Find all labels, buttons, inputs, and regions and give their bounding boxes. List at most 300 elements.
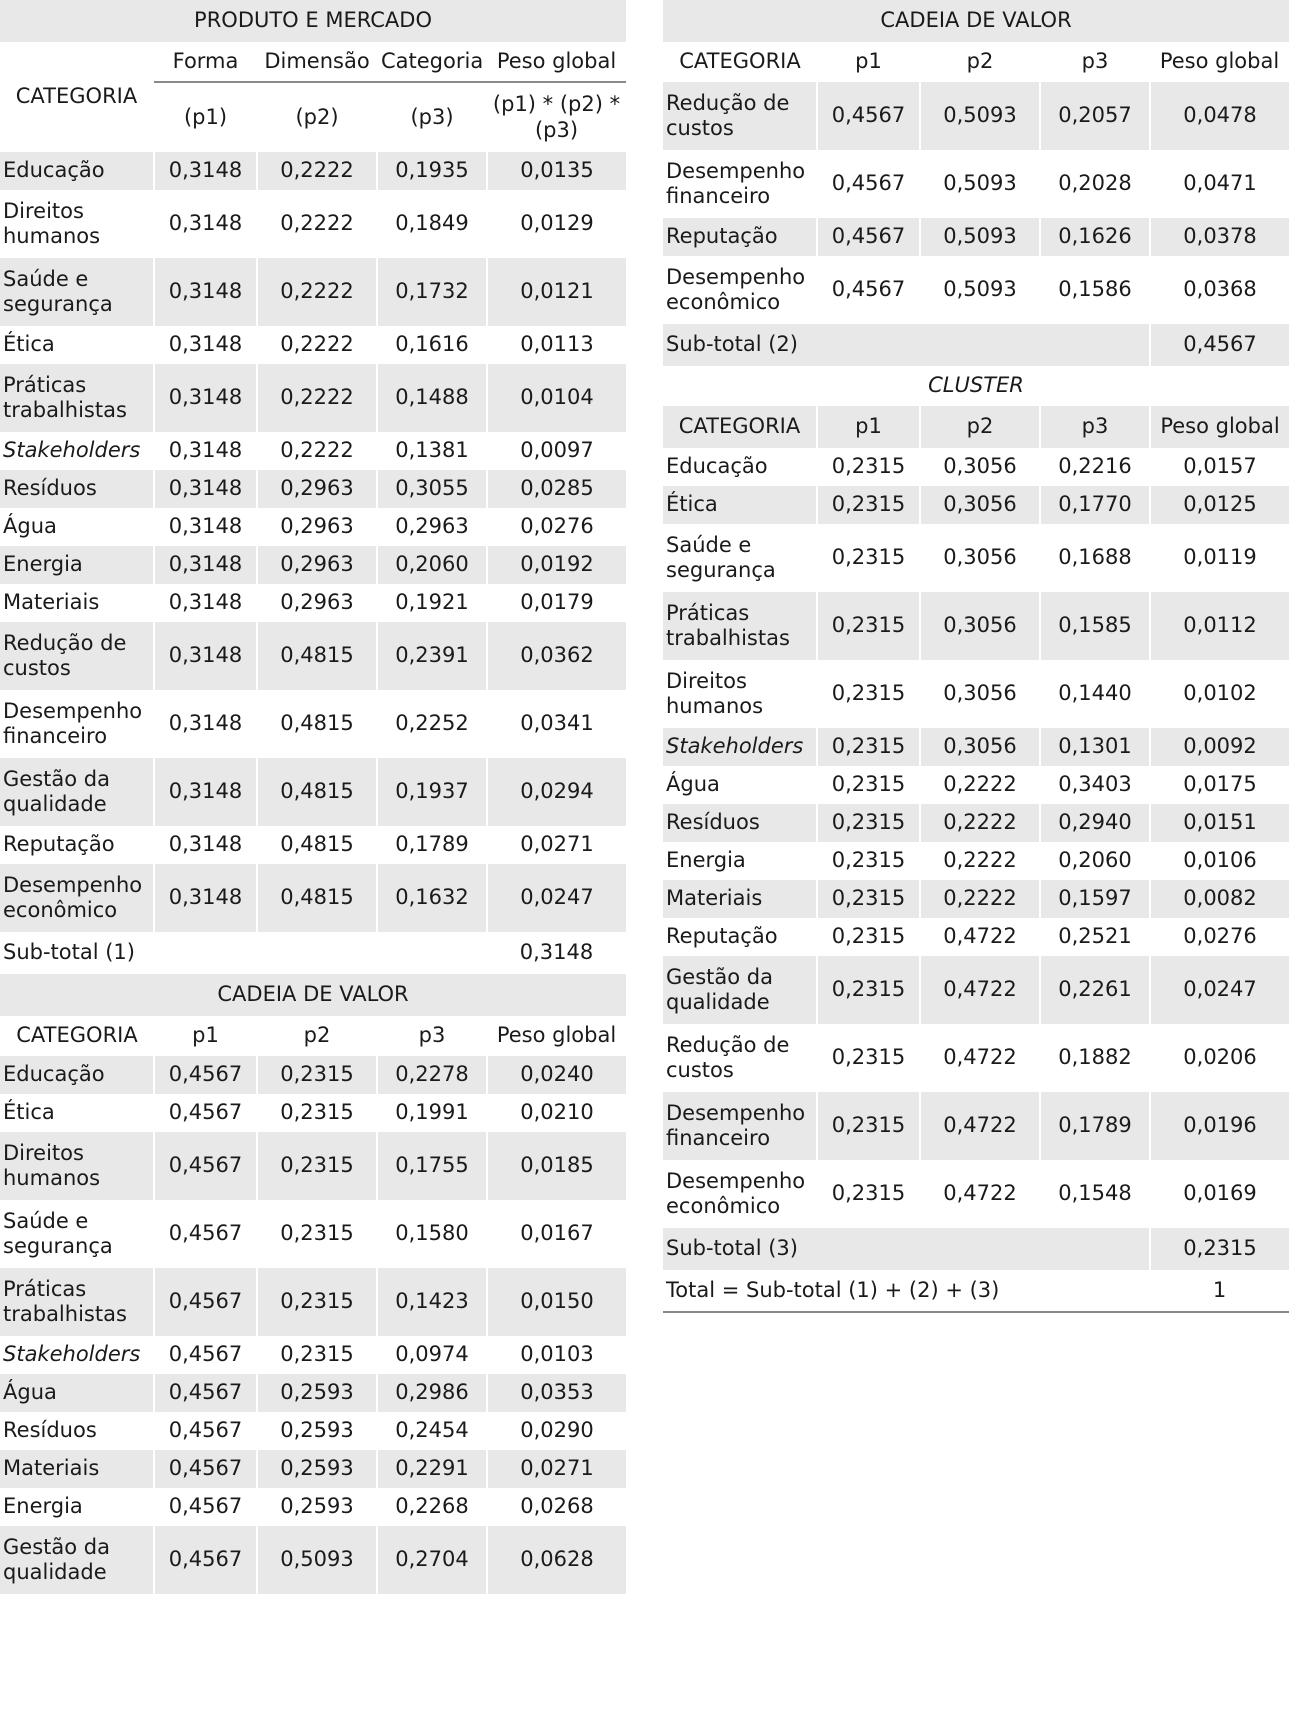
p2-cell: 0,2315	[257, 1336, 377, 1374]
category-cell: Redução de custos	[663, 1024, 817, 1092]
p2-cell: 0,2593	[257, 1412, 377, 1450]
p3-cell: 0,2060	[377, 546, 487, 584]
subtotal-label: Sub-total (1)	[3, 940, 135, 965]
category-cell: Desempenho econômico	[663, 1160, 817, 1228]
category-cell: Saúde e segurança	[0, 1200, 154, 1268]
p1-cell: 0,2315	[817, 524, 920, 592]
category-cell: Reputação	[663, 218, 817, 256]
peso-global-cell: 0,0151	[1150, 804, 1289, 842]
table-row	[0, 364, 626, 432]
peso-global-cell: 0,0092	[1150, 728, 1289, 766]
header-dimensao: Dimensão	[257, 42, 377, 82]
p1-cell: 0,4567	[154, 1268, 257, 1336]
peso-global-cell: 0,0082	[1150, 880, 1289, 918]
p1-cell: 0,2315	[817, 842, 920, 880]
table-row	[0, 1488, 626, 1526]
p2-cell: 0,4722	[920, 1024, 1040, 1092]
peso-global-cell: 0,0103	[520, 1342, 594, 1367]
p3-cell: 0,2521	[1040, 918, 1150, 956]
peso-global-cell: 0,0341	[520, 711, 594, 736]
peso-global-cell: 0,0290	[520, 1418, 594, 1443]
table-row	[0, 1094, 626, 1132]
category-cell: Energia	[0, 546, 154, 584]
section-title: PRODUTO E MERCADO	[0, 0, 626, 42]
section-header-cluster	[663, 366, 1289, 406]
category-cell: Materiais	[0, 1450, 154, 1488]
subtotal-label: Sub-total (3)	[663, 1228, 1150, 1270]
section-title: CADEIA DE VALOR	[663, 0, 1289, 42]
category-cell: Energia	[0, 1488, 154, 1526]
peso-global-cell: 0,0179	[520, 590, 594, 615]
peso-global-cell: 0,0378	[1150, 218, 1289, 256]
p3-cell: 0,1755	[377, 1132, 487, 1200]
category-cell: Direitos humanos	[0, 190, 154, 258]
p2-cell: 0,3056	[920, 728, 1040, 766]
category-cell: Educação	[0, 1056, 154, 1094]
category-cell: Redução de custos	[0, 622, 154, 690]
p2-cell: 0,2222	[920, 766, 1040, 804]
subtotal-row	[0, 932, 626, 974]
category-cell: Stakeholders	[0, 1336, 154, 1374]
p1-cell: 0,2315	[817, 956, 920, 1024]
table-row	[663, 766, 1289, 804]
p1-cell: 0,3148	[154, 546, 257, 584]
p1-cell: 0,4567	[154, 1200, 257, 1268]
p3-cell: 0,1991	[377, 1094, 487, 1132]
peso-global-cell: 0,0353	[487, 1374, 626, 1412]
p1-cell: 0,4567	[154, 1056, 257, 1094]
table-row	[0, 1056, 626, 1094]
p1-cell: 0,4567	[154, 1488, 257, 1526]
category-cell: Práticas trabalhistas	[0, 1268, 154, 1336]
category-cell: Resíduos	[0, 470, 154, 508]
p2-cell: 0,2315	[257, 1056, 377, 1094]
column-header-row	[663, 406, 1289, 448]
peso-global-cell: 0,0628	[487, 1526, 626, 1594]
p2-cell: 0,2222	[257, 190, 377, 258]
table-row	[0, 258, 626, 326]
p3-cell: 0,1882	[1040, 1024, 1150, 1092]
p1-cell: 0,4567	[154, 1094, 257, 1132]
p3-cell: 0,1937	[377, 758, 487, 826]
header-categoria: CATEGORIA	[663, 406, 817, 448]
p3-cell: 0,1440	[1040, 660, 1150, 728]
p3-cell: 0,2391	[377, 622, 487, 690]
peso-global-cell: 0,0240	[487, 1056, 626, 1094]
peso-global-cell: 0,0185	[487, 1132, 626, 1200]
p3-cell: 0,1548	[1040, 1160, 1150, 1228]
category-cell: Desempenho econômico	[663, 256, 817, 324]
table-row	[0, 326, 626, 364]
category-cell: Saúde e segurança	[663, 524, 817, 592]
category-cell: Resíduos	[663, 804, 817, 842]
category-cell: Gestão da qualidade	[663, 956, 817, 1024]
header-peso-global: Peso global	[1159, 49, 1280, 74]
p1-cell: 0,4567	[817, 218, 920, 256]
table-row	[0, 470, 626, 508]
table-row	[663, 448, 1289, 486]
peso-global-cell: 0,0271	[487, 1450, 626, 1488]
p3-cell: 0,1935	[377, 152, 487, 190]
table-row	[0, 1200, 626, 1268]
section-header-produto-mercado	[0, 0, 626, 42]
p2-cell: 0,3056	[920, 660, 1040, 728]
category-cell: Redução de custos	[663, 82, 817, 150]
table-row	[663, 150, 1289, 218]
category-cell: Práticas trabalhistas	[0, 364, 154, 432]
p2-cell: 0,2222	[920, 842, 1040, 880]
category-cell: Educação	[0, 152, 154, 190]
cadeia-valor-rows	[0, 1056, 626, 1594]
p1-cell: 0,3148	[154, 190, 257, 258]
p1-cell: 0,4567	[154, 1412, 257, 1450]
header-peso-global: Peso global	[496, 1023, 617, 1048]
table-row	[663, 82, 1289, 150]
p3-cell: 0,1849	[377, 190, 487, 258]
category-cell: Direitos humanos	[0, 1132, 154, 1200]
subtotal-value: 0,2315	[1150, 1228, 1289, 1270]
header-categoria: CATEGORIA	[16, 1023, 138, 1048]
table-row	[663, 486, 1289, 524]
p3-cell: 0,2060	[1040, 842, 1150, 880]
table-row	[0, 546, 626, 584]
p3-cell: 0,1626	[1040, 218, 1150, 256]
peso-global-cell: 0,0104	[487, 364, 626, 432]
p2-cell: 0,2222	[257, 326, 377, 364]
p2-cell: 0,2963	[257, 470, 377, 508]
p3-cell: 0,1732	[377, 258, 487, 326]
table-row	[663, 918, 1289, 956]
table-row	[663, 524, 1289, 592]
p1-cell: 0,2315	[817, 918, 920, 956]
peso-global-cell: 0,0106	[1183, 848, 1257, 873]
category-cell: Reputação	[0, 826, 154, 864]
peso-global-cell: 0,0206	[1183, 1045, 1257, 1070]
p2-cell: 0,4722	[920, 1160, 1040, 1228]
produto-mercado-rows	[0, 152, 626, 932]
p3-cell: 0,1789	[377, 826, 487, 864]
p3-cell: 0,2278	[377, 1056, 487, 1094]
table-row	[0, 864, 626, 932]
p2-cell: 0,2222	[257, 258, 377, 326]
p3-cell: 0,2986	[377, 1374, 487, 1412]
p2-cell: 0,2963	[257, 508, 377, 546]
header-forma: Forma	[154, 42, 257, 82]
peso-global-cell: 0,0210	[520, 1100, 594, 1125]
p3-cell: 0,1381	[377, 432, 487, 470]
subtotal-row	[663, 324, 1289, 366]
p2-cell: 0,5093	[920, 218, 1040, 256]
peso-global-cell: 0,0169	[1183, 1181, 1257, 1206]
p1-cell: 0,4567	[817, 256, 920, 324]
header-p3: (p3)	[410, 104, 454, 129]
p2-cell: 0,2593	[257, 1450, 377, 1488]
category-cell: Educação	[663, 448, 817, 486]
peso-global-cell: 0,0113	[520, 332, 594, 357]
header-p1: p1	[855, 49, 882, 74]
header-p1: (p1)	[183, 104, 228, 129]
header-p3: p3	[1040, 406, 1150, 448]
header-peso-global: Peso global	[1150, 406, 1289, 448]
p1-cell: 0,3148	[154, 470, 257, 508]
header-formula: (p1) * (p2) * (p3)	[492, 92, 621, 142]
peso-global-cell: 0,0192	[487, 546, 626, 584]
table-row	[0, 508, 626, 546]
p3-cell: 0,1423	[377, 1268, 487, 1336]
p2-cell: 0,5093	[920, 82, 1040, 150]
p1-cell: 0,3148	[154, 826, 257, 864]
peso-global-cell: 0,0268	[520, 1494, 594, 1519]
table-row	[663, 1092, 1289, 1160]
category-cell: Gestão da qualidade	[0, 1526, 154, 1594]
category-cell: Stakeholders	[0, 432, 154, 470]
category-cell: Desempenho financeiro	[663, 1092, 817, 1160]
peso-global-cell: 0,0150	[487, 1268, 626, 1336]
section-header-cadeia-valor	[0, 974, 626, 1016]
p3-cell: 0,1597	[1040, 880, 1150, 918]
table-row	[663, 728, 1289, 766]
peso-global-cell: 0,0097	[520, 438, 594, 463]
p2-cell: 0,2222	[257, 364, 377, 432]
p1-cell: 0,2315	[817, 1160, 920, 1228]
p3-cell: 0,1488	[377, 364, 487, 432]
p1-cell: 0,3148	[154, 690, 257, 758]
cadeia-valor-rows	[663, 82, 1289, 324]
p1-cell: 0,2315	[817, 880, 920, 918]
p3-cell: 0,1616	[377, 326, 487, 364]
p2-cell: 0,2593	[257, 1488, 377, 1526]
subtotal-value: 0,3148	[519, 940, 594, 965]
table-row	[0, 826, 626, 864]
p3-cell: 0,2963	[377, 508, 487, 546]
total-row	[663, 1270, 1289, 1312]
p1-cell: 0,3148	[154, 364, 257, 432]
table-row	[663, 842, 1289, 880]
section-title: CLUSTER	[928, 373, 1024, 398]
p1-cell: 0,2315	[817, 592, 920, 660]
table-row	[663, 880, 1289, 918]
p1-cell: 0,2315	[817, 804, 920, 842]
category-cell: Desempenho financeiro	[663, 150, 817, 218]
category-cell: Stakeholders	[663, 728, 817, 766]
p3-cell: 0,2216	[1040, 448, 1150, 486]
table-row	[0, 1336, 626, 1374]
p2-cell: 0,3056	[920, 486, 1040, 524]
p3-cell: 0,2028	[1040, 150, 1150, 218]
header-peso-global: Peso global	[487, 42, 626, 82]
p1-cell: 0,3148	[154, 152, 257, 190]
category-cell: Práticas trabalhistas	[663, 592, 817, 660]
p3-cell: 0,1632	[377, 864, 487, 932]
p2-cell: 0,4722	[920, 956, 1040, 1024]
table-row	[0, 1412, 626, 1450]
p2-cell: 0,4815	[257, 622, 377, 690]
category-cell: Desempenho financeiro	[0, 690, 154, 758]
p3-cell: 0,1688	[1040, 524, 1150, 592]
p2-cell: 0,5093	[257, 1526, 377, 1594]
p1-cell: 0,2315	[817, 1024, 920, 1092]
p3-cell: 0,1585	[1040, 592, 1150, 660]
table-row	[0, 1268, 626, 1336]
column-header-row	[663, 42, 1289, 82]
p1-cell: 0,3148	[154, 432, 257, 470]
header-p1: p1	[817, 406, 920, 448]
p2-cell: 0,2315	[257, 1268, 377, 1336]
table-row	[0, 622, 626, 690]
p3-cell: 0,2704	[377, 1526, 487, 1594]
p1-cell: 0,4567	[154, 1450, 257, 1488]
header-categoria: CATEGORIA	[15, 84, 138, 109]
category-cell: Saúde e segurança	[0, 258, 154, 326]
p2-cell: 0,2222	[920, 804, 1040, 842]
p2-cell: 0,2315	[257, 1200, 377, 1268]
peso-global-cell: 0,0121	[487, 258, 626, 326]
table-row	[0, 432, 626, 470]
category-cell: Materiais	[0, 584, 154, 622]
header-p3: p3	[418, 1023, 446, 1048]
peso-global-cell: 0,0368	[1183, 277, 1257, 302]
right-table-column	[663, 0, 1289, 1313]
category-cell: Água	[0, 1374, 154, 1412]
p2-cell: 0,5093	[920, 256, 1040, 324]
header-categoria-col: Categoria	[377, 42, 487, 82]
table-row	[0, 1526, 626, 1594]
category-cell: Ética	[663, 486, 817, 524]
p3-cell: 0,2268	[377, 1488, 487, 1526]
peso-global-cell: 0,0129	[520, 211, 594, 236]
table-row	[663, 256, 1289, 324]
peso-global-cell: 0,0196	[1150, 1092, 1289, 1160]
subtotal-label: Sub-total (2)	[663, 324, 1150, 366]
p1-cell: 0,2315	[817, 486, 920, 524]
p1-cell: 0,2315	[817, 448, 920, 486]
category-cell: Direitos humanos	[663, 660, 817, 728]
peso-global-cell: 0,0167	[520, 1221, 594, 1246]
table-row	[663, 660, 1289, 728]
table-row	[663, 592, 1289, 660]
p2-cell: 0,4722	[920, 1092, 1040, 1160]
header-p1: p1	[192, 1023, 219, 1048]
p2-cell: 0,2963	[257, 546, 377, 584]
column-header-row	[0, 42, 626, 82]
table-row	[663, 1024, 1289, 1092]
subtotal-row	[663, 1228, 1289, 1270]
cluster-rows	[663, 448, 1289, 1228]
peso-global-cell: 0,0135	[487, 152, 626, 190]
peso-global-cell: 0,0276	[520, 514, 594, 539]
p3-cell: 0,2057	[1040, 82, 1150, 150]
header-p2: p2	[920, 406, 1040, 448]
p2-cell: 0,3056	[920, 524, 1040, 592]
category-cell: Água	[663, 766, 817, 804]
p2-cell: 0,2963	[257, 584, 377, 622]
category-cell: Energia	[663, 842, 817, 880]
category-cell: Desempenho econômico	[0, 864, 154, 932]
p2-cell: 0,4815	[257, 758, 377, 826]
table-row	[0, 152, 626, 190]
p1-cell: 0,3148	[154, 864, 257, 932]
p3-cell: 0,2252	[377, 690, 487, 758]
peso-global-cell: 0,0294	[487, 758, 626, 826]
p2-cell: 0,4815	[257, 826, 377, 864]
p3-cell: 0,0974	[377, 1336, 487, 1374]
p3-cell: 0,1921	[377, 584, 487, 622]
header-p2: p2	[966, 49, 994, 74]
peso-global-cell: 0,0471	[1183, 171, 1257, 196]
category-cell: Reputação	[663, 918, 817, 956]
peso-global-cell: 0,0276	[1183, 924, 1257, 949]
p1-cell: 0,4567	[154, 1526, 257, 1594]
p1-cell: 0,4567	[154, 1374, 257, 1412]
p1-cell: 0,2315	[817, 728, 920, 766]
p2-cell: 0,2222	[257, 152, 377, 190]
table-row	[0, 758, 626, 826]
peso-global-cell: 0,0285	[487, 470, 626, 508]
header-p3: p3	[1081, 49, 1109, 74]
category-cell: Ética	[0, 1094, 154, 1132]
p1-cell: 0,3148	[154, 508, 257, 546]
p3-cell: 0,1789	[1040, 1092, 1150, 1160]
p1-cell: 0,4567	[817, 82, 920, 150]
p1-cell: 0,4567	[154, 1336, 257, 1374]
p3-cell: 0,2291	[377, 1450, 487, 1488]
table-row	[663, 804, 1289, 842]
peso-global-cell: 0,0102	[1183, 681, 1257, 706]
p2-cell: 0,5093	[920, 150, 1040, 218]
p1-cell: 0,4567	[817, 150, 920, 218]
p1-cell: 0,4567	[154, 1132, 257, 1200]
table-row	[0, 584, 626, 622]
table-row	[663, 956, 1289, 1024]
column-header-row	[0, 1016, 626, 1056]
category-cell: Gestão da qualidade	[0, 758, 154, 826]
p3-cell: 0,3055	[377, 470, 487, 508]
category-cell: Materiais	[663, 880, 817, 918]
p2-cell: 0,2593	[257, 1374, 377, 1412]
p2-cell: 0,3056	[920, 592, 1040, 660]
p2-cell: 0,4815	[257, 864, 377, 932]
p3-cell: 0,2940	[1040, 804, 1150, 842]
peso-global-cell: 0,0247	[487, 864, 626, 932]
p2-cell: 0,2315	[257, 1132, 377, 1200]
peso-global-cell: 0,0119	[1183, 545, 1257, 570]
p2-cell: 0,4722	[920, 918, 1040, 956]
table-row	[663, 1160, 1289, 1228]
p1-cell: 0,3148	[154, 326, 257, 364]
p1-cell: 0,2315	[817, 1092, 920, 1160]
peso-global-cell: 0,0125	[1150, 486, 1289, 524]
p3-cell: 0,2454	[377, 1412, 487, 1450]
table-row	[663, 218, 1289, 256]
p1-cell: 0,2315	[817, 660, 920, 728]
peso-global-cell: 0,0247	[1150, 956, 1289, 1024]
p3-cell: 0,1580	[377, 1200, 487, 1268]
table-row	[0, 1374, 626, 1412]
table-row	[0, 1450, 626, 1488]
p1-cell: 0,3148	[154, 258, 257, 326]
peso-global-cell: 0,0362	[487, 622, 626, 690]
category-cell: Água	[0, 508, 154, 546]
table-row	[0, 1132, 626, 1200]
p1-cell: 0,2315	[817, 766, 920, 804]
table-row	[0, 690, 626, 758]
p2-cell: 0,2315	[257, 1094, 377, 1132]
p1-cell: 0,3148	[154, 622, 257, 690]
peso-global-cell: 0,0157	[1183, 454, 1257, 479]
peso-global-cell: 0,0271	[520, 832, 594, 857]
weights-table-left	[0, 0, 626, 1594]
subtotal-value: 0,4567	[1150, 324, 1289, 366]
